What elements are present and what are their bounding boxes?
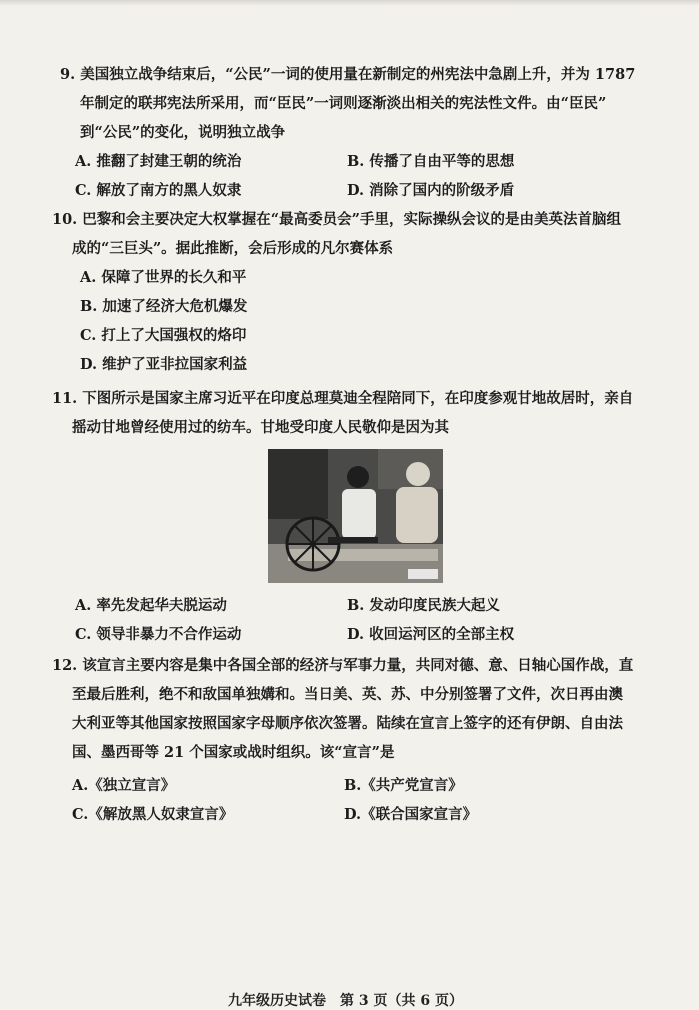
option-c: C. 解放了南方的黑人奴隶 bbox=[75, 182, 242, 199]
question-9 bbox=[60, 60, 650, 147]
stem-line: 到“公民”的变化，说明独立战争 bbox=[80, 124, 286, 141]
option-b: B. 加速了经济大危机爆发 bbox=[80, 298, 248, 315]
option-a: A. 保障了世界的长久和平 bbox=[80, 269, 247, 286]
question-number: 12. bbox=[52, 657, 78, 674]
option-d: D. 消除了国内的阶级矛盾 bbox=[347, 182, 515, 199]
question-number: 11. bbox=[52, 390, 78, 407]
stem-line: 年制定的联邦宪法所采用，而“臣民”一词则逐渐淡出相关的宪法性文件。由“臣民” bbox=[80, 95, 607, 112]
option-a: A. 推翻了封建王朝的统治 bbox=[75, 153, 242, 170]
question-10 bbox=[52, 205, 642, 263]
question-11 bbox=[52, 384, 642, 442]
option-b: B. 发动印度民族大起义 bbox=[347, 597, 500, 614]
page-footer: 九年级历史试卷 第 3 页（共 6 页） bbox=[228, 993, 463, 1009]
stem-line: 摇动甘地曾经使用过的纺车。甘地受印度人民敬仰是因为其 bbox=[72, 419, 449, 436]
stem-line: 该宣言主要内容是集中各国全部的经济与军事力量，共同对德、意、日轴心国作战，直 bbox=[82, 657, 634, 674]
question-9-options bbox=[75, 147, 675, 205]
stem-line: 巴黎和会主要决定大权掌握在“最高委员会”手里，实际操纵会议的是由美英法首脑组 bbox=[82, 211, 621, 228]
option-a: A. 率先发起华夫脱运动 bbox=[75, 597, 227, 614]
stem-line: 大利亚等其他国家按照国家字母顺序依次签署。陆续在宣言上签字的还有伊朗、自由法 bbox=[72, 715, 623, 732]
stem-line: 下图所示是国家主席习近平在印度总理莫迪全程陪同下，在印度参观甘地故居时，亲自 bbox=[82, 390, 634, 407]
question-10-options bbox=[80, 263, 680, 379]
question-11-options bbox=[75, 591, 675, 649]
stem-line: 成的“三巨头”。据此推断，会后形成的凡尔赛体系 bbox=[72, 240, 394, 257]
question-12 bbox=[52, 651, 642, 767]
option-b: B. 传播了自由平等的思想 bbox=[347, 153, 515, 170]
option-a: A.《独立宣言》 bbox=[72, 777, 176, 794]
question-12-options bbox=[72, 771, 672, 829]
stem-line: 国、墨西哥等 21 个国家或战时组织。该“宣言”是 bbox=[72, 744, 395, 761]
option-c: C. 领导非暴力不合作运动 bbox=[75, 626, 242, 643]
scan-edge bbox=[0, 0, 699, 6]
option-c: C. 打上了大国强权的烙印 bbox=[80, 327, 247, 344]
question-number: 9. bbox=[60, 66, 76, 83]
option-d: D. 收回运河区的全部主权 bbox=[347, 626, 515, 643]
option-b: B.《共产党宣言》 bbox=[344, 777, 463, 794]
option-c: C.《解放黑人奴隶宣言》 bbox=[72, 806, 234, 823]
photo-illustration bbox=[268, 449, 443, 583]
option-d: D.《联合国家宣言》 bbox=[344, 806, 478, 823]
stem-line: 至最后胜利，绝不和敌国单独媾和。当日美、英、苏、中分别签署了文件，次日再由澳 bbox=[72, 686, 623, 703]
photo-spinning-wheel bbox=[268, 449, 443, 583]
option-d: D. 维护了亚非拉国家利益 bbox=[80, 356, 248, 373]
stem-line: 美国独立战争结束后，“公民”一词的使用量在新制定的州宪法中急剧上升，并为 1787 bbox=[80, 66, 636, 83]
question-number: 10. bbox=[52, 211, 78, 228]
